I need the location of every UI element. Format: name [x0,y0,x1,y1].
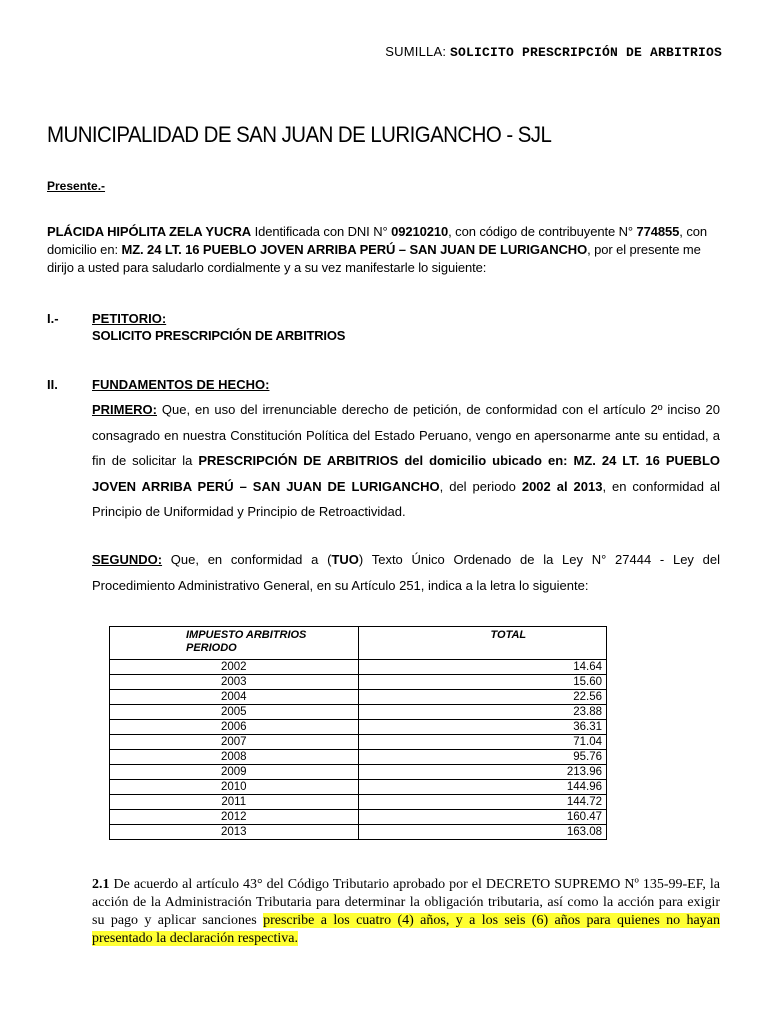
table-row [110,795,607,810]
total-cell: 163.08 [358,825,607,840]
total-cell: 71.04 [358,735,607,750]
intro-text: Identificada con DNI N° [251,224,392,239]
primero-text: , del periodo [439,478,522,494]
primero-label: PRIMERO: [92,402,157,417]
segundo-text: Que, en conformidad a ( [162,552,332,567]
col-total-header: TOTAL [358,627,607,660]
primero-bold: PRESCRIPCIÓN DE ARBITRIOS del domicilio ubicado en: MZ. 24 LT. 16 PUEBLO JOVEN ARRIBA PERÚ – SAN JUAN DE LURIGANCHO [92,453,720,494]
section-2-heading: FUNDAMENTOS DE HECHO: [92,377,270,392]
total-cell: 95.76 [358,750,607,765]
sumilla [385,44,722,60]
arbitrios-table [109,626,607,840]
table-row [110,825,607,840]
address: MZ. 24 LT. 16 PUEBLO JOVEN ARRIBA PERÚ – SAN JUAN DE LURIGANCHO [121,242,588,257]
table-header-row [110,627,607,660]
period-cell: 2008 [110,750,359,765]
intro-text: , con código de contribuyente N° [448,224,637,239]
page-title: MUNICIPALIDAD DE SAN JUAN DE LURIGANCHO - SJL [47,122,552,147]
table-row [110,675,607,690]
period-cell: 2002 [110,660,359,675]
period-cell: 2013 [110,825,359,840]
total-cell: 160.47 [358,810,607,825]
total-cell: 22.56 [358,690,607,705]
period-cell: 2011 [110,795,359,810]
intro-text: , por el presente me dirijo a usted para saludarlo cordialmente y a su vez manifestarle lo siguiente: [47,242,701,275]
table-row [110,750,607,765]
intro-paragraph [47,223,727,277]
total-cell: 15.60 [358,675,607,690]
col-period-header: IMPUESTO ARBITRIOS PERIODO [110,627,359,660]
applicant-name: PLÁCIDA HIPÓLITA ZELA YUCRA [47,224,252,239]
total-cell: 144.72 [358,795,607,810]
contributor-code: 774855 [636,224,680,239]
salutation: Presente.- [47,179,106,193]
period-cell: 2009 [110,765,359,780]
highlighted-text: prescribe a los cuatro (4) años, y a los seis (6) años para quienes no hayan presentado la declaración respectiva. [92,913,720,946]
period-cell: 2006 [110,720,359,735]
period-cell: 2007 [110,735,359,750]
primero-text: Que, en uso del irrenunciable derecho de petición, de conformidad con el artículo 2º inciso 20 consagrado en nuestra Constitución Política del Estado Peruano, vengo en apersonarme ante su entidad, a fin de solicitar la [92,402,720,468]
period-cell: 2005 [110,705,359,720]
total-cell: 36.31 [358,720,607,735]
table-row [110,810,607,825]
section-2-number: II. [47,377,58,392]
total-cell: 213.96 [358,765,607,780]
section-1-number: I.- [47,311,59,326]
period-cell: 2004 [110,690,359,705]
period-cell: 2010 [110,780,359,795]
point-text: De acuerdo al artículo 43° del Código Tributario aprobado por el DECRETO SUPREMO Nº 135-99-EF, la acción de la Administración Tributaria para determinar la obligación tributaria, así como la acción para exigir su pago y aplicar sanciones [92,877,720,928]
table-row [110,720,607,735]
intro-text: , con domicilio en: [47,224,707,257]
dni-number: 09210210 [391,224,449,239]
table-row [110,705,607,720]
total-cell: 23.88 [358,705,607,720]
segundo-label: SEGUNDO: [92,552,163,567]
table-row [110,765,607,780]
table-row [110,735,607,750]
segundo-paragraph [92,547,720,598]
total-cell: 14.64 [358,660,607,675]
tuo-abbr: TUO [331,552,359,567]
primero-text: , en conformidad al Principio de Uniformidad y Principio de Retroactividad. [92,478,721,519]
segundo-text: ) Texto Único Ordenado de la Ley N° 27444 - Ley del Procedimiento Administrativo General, en su Artículo 251, indica a la letra lo siguiente: [92,552,720,593]
point-number: 2.1 [92,877,110,892]
section-1-heading: PETITORIO: [92,311,167,326]
total-cell: 144.96 [358,780,607,795]
period-range: 2002 al 2013 [521,478,603,494]
sumilla-value: SOLICITO PRESCRIPCIÓN DE ARBITRIOS [449,45,722,60]
table-row [110,690,607,705]
table-row [110,780,607,795]
point-2-1-paragraph [92,876,720,948]
table-row [110,660,607,675]
primero-paragraph [92,397,720,525]
period-cell: 2003 [110,675,359,690]
sumilla-label: SUMILLA: [385,44,447,59]
petitorio-text: SOLICITO PRESCRIPCIÓN DE ARBITRIOS [92,328,346,343]
period-cell: 2012 [110,810,359,825]
